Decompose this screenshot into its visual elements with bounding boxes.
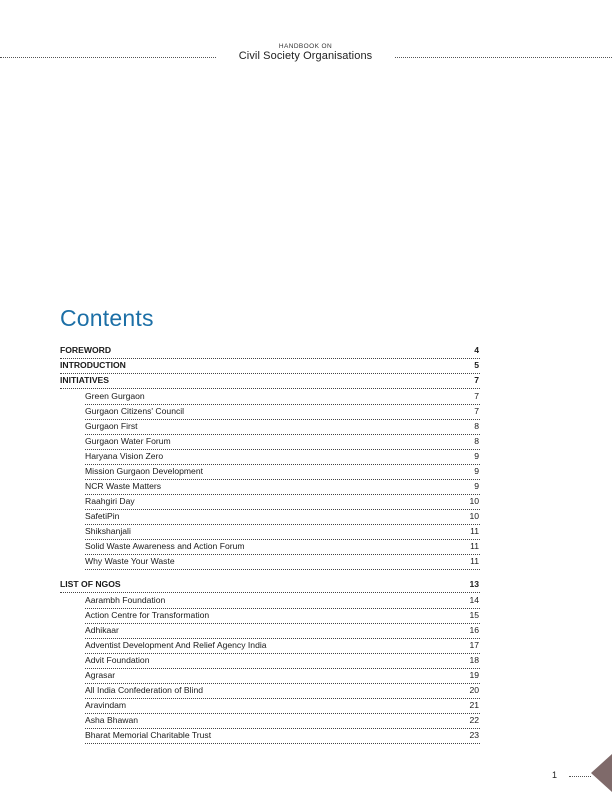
toc-entry-page: 18: [469, 655, 479, 665]
toc-entry-page: 19: [469, 670, 479, 680]
toc-entry: [85, 593, 480, 609]
page-corner-decoration: [591, 754, 612, 792]
toc-entry: [85, 404, 480, 420]
toc-entry-page: 15: [469, 610, 479, 620]
toc-entry: [85, 668, 480, 684]
toc-entry-page: 23: [469, 730, 479, 740]
toc-entry-title: Green Gurgaon: [85, 391, 145, 401]
toc-entry: [60, 373, 480, 389]
toc-entry-page: 14: [469, 595, 479, 605]
toc-entry: [85, 728, 480, 744]
toc-entry-title: Agrasar: [85, 670, 116, 680]
toc-entry: [85, 608, 480, 624]
toc-entry-page: 7: [474, 375, 479, 385]
toc-entry-title: Raahgiri Day: [85, 496, 135, 506]
toc-entry-page: 10: [469, 496, 479, 506]
toc-entry-page: 20: [469, 685, 479, 695]
toc-entry-page: 11: [470, 556, 479, 566]
toc-entry-title: Asha Bhawan: [85, 715, 139, 725]
toc-entry-title: Action Centre for Transformation: [85, 610, 210, 620]
toc-entry-title: Haryana Vision Zero: [85, 451, 164, 461]
toc-entry: [85, 389, 480, 405]
toc-entry-title: INTRODUCTION: [60, 360, 126, 370]
header-title: Civil Society Organisations: [238, 50, 373, 62]
toc-entry-title: Gurgaon Citizens' Council: [85, 406, 185, 416]
toc-entry-page: 7: [474, 391, 479, 401]
toc-entry-title: SafetiPin: [85, 511, 120, 521]
toc-entry-page: 10: [469, 511, 479, 521]
footer-rule: [569, 776, 591, 777]
toc-entry: [85, 653, 480, 669]
toc-entry-page: 11: [470, 526, 479, 536]
toc-entry: [85, 623, 480, 639]
header-rule-right: [395, 57, 612, 58]
toc-entry: [85, 509, 480, 525]
toc-entry-title: NCR Waste Matters: [85, 481, 162, 491]
toc-entry: [85, 638, 480, 654]
toc-entry-page: 13: [469, 579, 479, 589]
toc-entry-page: 21: [469, 700, 479, 710]
toc-entry: [85, 449, 480, 465]
toc-entry: [85, 713, 480, 729]
toc-entry: [85, 554, 480, 570]
toc-entry: [85, 479, 480, 495]
toc-entry: [85, 524, 480, 540]
toc-entry-title: Shikshanjali: [85, 526, 131, 536]
toc-entry: [60, 343, 480, 359]
header-kicker: HANDBOOK ON: [278, 43, 333, 50]
toc-entry: [85, 539, 480, 555]
toc-entry-title: Bharat Memorial Charitable Trust: [85, 730, 212, 740]
toc-entry-title: Adhikaar: [85, 625, 119, 635]
toc-entry-title: Advit Foundation: [85, 655, 150, 665]
toc-entry-page: 16: [469, 625, 479, 635]
toc-entry-page: 8: [474, 436, 479, 446]
toc-entry-title: INITIATIVES: [60, 375, 110, 385]
page-number: 1: [552, 770, 558, 780]
toc-entry-page: 9: [474, 481, 479, 491]
toc-entry-page: 17: [469, 640, 479, 650]
running-header: [0, 42, 612, 66]
toc-entry-page: 11: [470, 541, 479, 551]
toc-entry: [85, 419, 480, 435]
toc-entry: [85, 494, 480, 510]
header-rule-left: [0, 57, 216, 58]
toc-entry-title: FOREWORD: [60, 345, 112, 355]
toc-entry-title: Mission Gurgaon Development: [85, 466, 203, 476]
toc-entry-title: Solid Waste Awareness and Action Forum: [85, 541, 245, 551]
toc-entry-page: 9: [474, 466, 479, 476]
toc-entry-page: 5: [474, 360, 479, 370]
toc-entry-page: 8: [474, 421, 479, 431]
toc-entry: [85, 698, 480, 714]
toc-entry: [85, 434, 480, 450]
toc-entry-title: Gurgaon First: [85, 421, 138, 431]
toc-entry-page: 7: [474, 406, 479, 416]
toc-entry: [85, 464, 480, 480]
toc-entry: [60, 358, 480, 374]
toc-entry: [85, 683, 480, 699]
toc-entry-title: Adventist Development And Relief Agency India: [85, 640, 267, 650]
toc-entry-title: Aravindam: [85, 700, 127, 710]
toc-entry-title: Gurgaon Water Forum: [85, 436, 171, 446]
toc-entry-page: 4: [474, 345, 479, 355]
toc-entry-title: LIST OF NGOS: [60, 579, 121, 589]
toc-entry: [60, 577, 480, 593]
toc-entry-page: 9: [474, 451, 479, 461]
toc-entry-title: Why Waste Your Waste: [85, 556, 175, 566]
toc-entry-title: All India Confederation of Blind: [85, 685, 204, 695]
page-title: Contents: [60, 305, 154, 331]
toc-entry-page: 22: [469, 715, 479, 725]
toc-entry-title: Aarambh Foundation: [85, 595, 166, 605]
